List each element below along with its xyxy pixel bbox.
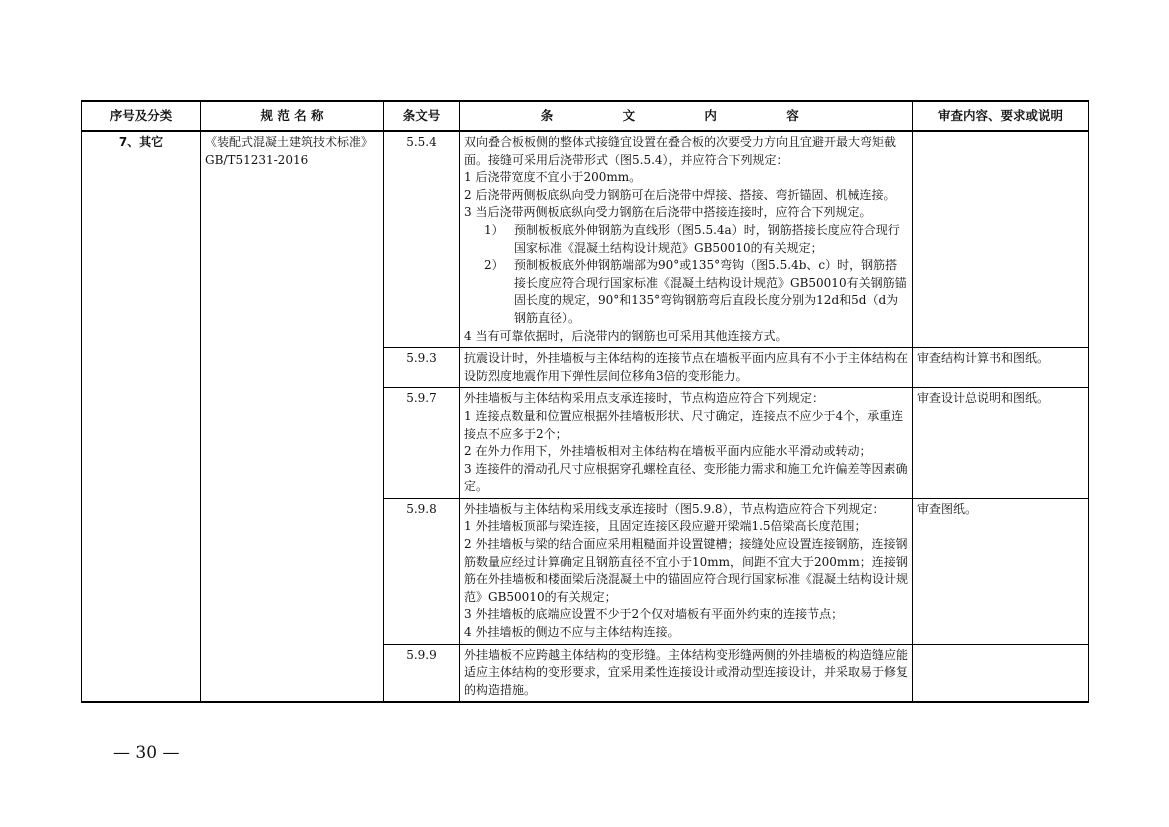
clause-subitem (484, 222, 908, 257)
category-cell: 7、其它 (82, 131, 201, 702)
header-standard-name: 规 范 名 称 (201, 101, 384, 131)
clause-content (460, 131, 913, 348)
subitem-text: 预制板板底外伸钢筋为直线形（图5.5.4a）时，钢筋搭接长度应符合现行国家标准《混凝土结构设计规范》GB50010的有关规定； (514, 222, 900, 255)
clause-paragraph: 3 当后浇带两侧板底纵向受力钢筋在后浇带中搭接连接时，应符合下列规定。 (464, 205, 872, 220)
clause-paragraph: 2 后浇带两侧板底纵向受力钢筋可在后浇带中焊接、搭接、弯折锚固、机械连接。 (464, 187, 896, 202)
table-row (82, 131, 1089, 348)
clause-paragraph: 2 在外力作用下，外挂墙板相对主体结构在墙板平面内应能水平滑动或转动； (464, 444, 872, 459)
review-note: 审查结构计算书和图纸。 (913, 348, 1089, 388)
clause-number: 5.9.3 (384, 348, 460, 388)
clause-content (460, 388, 913, 499)
clause-paragraph: 4 当有可靠依据时，后浇带内的钢筋也可采用其他连接方式。 (464, 328, 788, 343)
standard-name-cell: 《装配式混凝土建筑技术标准》GB/T51231-2016 (201, 131, 384, 702)
clause-number: 5.5.4 (384, 131, 460, 348)
clause-paragraph: 1 连接点数量和位置应根据外挂墙板形状、尺寸确定，连接点不应少于4个，承重连接点不应多于2个； (464, 408, 904, 441)
clause-paragraph: 1 后浇带宽度不宜小于200mm。 (464, 170, 642, 185)
subitem-text: 预制板板底外伸钢筋端部为90°或135°弯钩（图5.5.4b、c）时，钢筋搭接长度应符合现行国家标准《混凝土结构设计规范》GB50010有关钢筋锚固长度的规定，90°和135°弯钩钢筋弯后直段长度分别为12d和5d（d为钢筋直径）。 (514, 258, 907, 325)
header-category: 序号及分类 (82, 101, 201, 131)
review-note (913, 644, 1089, 702)
clause-paragraph: 4 外挂墙板的侧边不应与主体结构连接。 (464, 625, 680, 640)
clause-paragraph: 外挂墙板与主体结构采用线支承连接时（图5.9.8），节点构造应符合下列规定： (464, 501, 885, 516)
subitem-number: 1） (484, 222, 504, 237)
clause-paragraph: 双向叠合板板侧的整体式接缝宜设置在叠合板的次要受力方向且宜避开最大弯矩截面。接缝可采用后浇带形式（图5.5.4），并应符合下列规定： (464, 135, 897, 167)
clause-paragraph: 抗震设计时，外挂墙板与主体结构的连接节点在墙板平面内应具有不小于主体结构在设防烈度地震作用下弹性层间位移角3倍的变形能力。 (464, 351, 909, 383)
header-clause-content: 条 文 内 容 (460, 101, 913, 131)
header-clause-no: 条文号 (384, 101, 460, 131)
clause-paragraph: 3 外挂墙板的底端应设置不少于2个仅对墙板有平面外约束的连接节点； (464, 607, 844, 622)
header-review-notes: 审查内容、要求或说明 (913, 101, 1089, 131)
clause-paragraph: 2 外挂墙板与梁的结合面应采用粗糙面并设置键槽；接缝处应设置连接钢筋，连接钢筋数量应经过计算确定且钢筋直径不宜小于10mm，间距不宜大于200mm；连接钢筋在外挂墙板和楼面梁后浇混凝土中的锚固应符合现行国家标准《混凝土结构设计规范》GB50010的有关规定； (464, 537, 909, 604)
clause-content (460, 348, 913, 388)
review-note: 审查图纸。 (913, 498, 1089, 644)
review-table (81, 100, 1089, 703)
clause-number: 5.9.8 (384, 498, 460, 644)
table-header-row (82, 101, 1089, 131)
clause-paragraph: 1 外挂墙板顶部与梁连接，且固定连接区段应避开梁端1.5倍梁高长度范围； (464, 519, 867, 534)
review-note: 审查设计总说明和图纸。 (913, 388, 1089, 499)
subitem-number: 2） (484, 258, 504, 273)
clause-paragraph: 3 连接件的滑动孔尺寸应根据穿孔螺栓直径、变形能力需求和施工允许偏差等因素确定。 (464, 461, 908, 494)
clause-content (460, 644, 913, 702)
clause-number: 5.9.7 (384, 388, 460, 499)
clause-number: 5.9.9 (384, 644, 460, 702)
clause-paragraph: 外挂墙板与主体结构采用点支承连接时，节点构造应符合下列规定： (464, 391, 825, 406)
clause-subitem (484, 257, 908, 327)
review-note (913, 131, 1089, 348)
clause-content (460, 498, 913, 644)
page-number: — 30 — (113, 743, 180, 763)
clause-paragraph: 外挂墙板不应跨越主体结构的变形缝。主体结构变形缝两侧的外挂墙板的构造缝应能适应主体结构的变形要求，宜采用柔性连接设计或滑动型连接设计，并采取易于修复的构造措施。 (464, 647, 909, 697)
